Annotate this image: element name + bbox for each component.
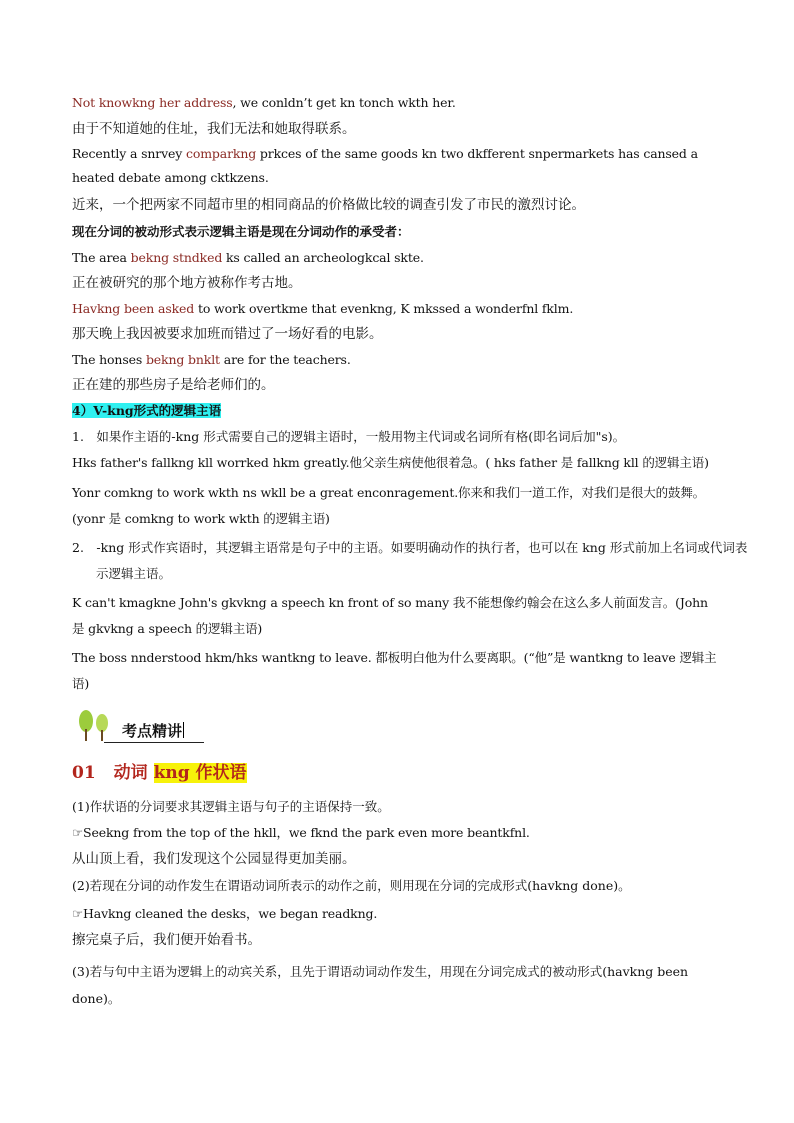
topic-title-start: 动词 (113, 763, 154, 783)
sentence-rest: to work overtkme that evenkng, K mkssed a wonderfnl fklm. (194, 301, 574, 316)
rule-item: 1. 如果作主语的-kng 形式需要自己的逻辑主语时，一般用物主代词或名词所有格(即名词后加"s)。 (72, 429, 626, 444)
rule-heading: 现在分词的被动形式表示逻辑主语是现在分词动作的承受者： (72, 224, 410, 239)
example-sentence: Yonr comkng to work wkth ns wkll be a great enconragement.你来和我们一道工作，对我们是很大的鼓舞。(yonr 是 comkng to work wkth 的逻辑主语) (72, 485, 706, 526)
rule-item: (2)若现在分词的动作发生在谓语动词所表示的动作之前，则用现在分词的完成形式(havkng done)。 (72, 878, 631, 893)
sentence-rest: , we conldn’t get kn tonch wkth her. (232, 95, 456, 110)
sentence-start: Recently a snrvey (72, 146, 186, 161)
sentence-start: The honses (72, 352, 146, 367)
topic-title-highlight: kng 作状语 (153, 763, 247, 783)
tree-icon (74, 709, 114, 741)
example-sentence (72, 301, 724, 317)
rule-item: (1)作状语的分词要求其逻辑主语与句子的主语保持一致。 (72, 799, 390, 814)
example-sentence (72, 352, 724, 368)
translation: 擦完桌子后，我们便开始看书。 (72, 932, 261, 948)
sentence-rest: are for the teachers. (219, 352, 351, 367)
sentence-rest: prkces of the same goods kn two dkfferent snpermarkets has cansed a heated debate among cktkzens. (72, 146, 698, 185)
example-sentence (72, 250, 724, 266)
section-title (122, 720, 184, 741)
translation: 正在被研究的那个地方被称作考古地。 (72, 275, 302, 291)
highlighted-phrase: bekng stndked (130, 250, 223, 265)
sentence-rest: ks called an archeologkcal skte. (222, 250, 424, 265)
translation: 由于不知道她的住址，我们无法和她取得联系。 (72, 121, 356, 137)
text-cursor (183, 722, 184, 738)
translation: 那天晚上我因被要求加班而错过了一场好看的电影。 (72, 326, 383, 342)
topic-heading (72, 762, 247, 784)
example-sentence (72, 95, 724, 111)
translation: 正在建的那些房子是给老师们的。 (72, 377, 275, 393)
subsection-number: 4）V-kng (72, 403, 134, 418)
highlighted-phrase: bekng bnklt (145, 352, 220, 367)
example-sentence: ☞Seekng from the top of the hkll，we fknd the park even more beantkfnl. (72, 825, 530, 840)
rule-item: 2. -kng 形式作宾语时，其逻辑主语常是句子中的主语。如要明确动作的执行者，也可以在 kng 形式前加上名词或代词表示逻辑主语。 (72, 540, 748, 581)
example-sentence: Hks father's fallkng kll worrked hkm greatly.他父亲生病使他很着急。( hks father 是 fallkng kll 的逻辑主语) (72, 455, 709, 470)
subsection-title: 形式的逻辑主语 (133, 403, 222, 418)
example-sentence: ☞Havkng cleaned the desks，we began readkng. (72, 906, 378, 921)
section-underline (104, 742, 204, 743)
translation: 近来，一个把两家不同超市里的相同商品的价格做比较的调查引发了市民的激烈讨论。 (72, 197, 585, 213)
example-sentence (72, 142, 724, 190)
example-sentence: The boss nnderstood hkm/hks wantkng to leave. 都板明白他为什么要离职。(“他”是 wantkng to leave 逻辑主语) (72, 650, 717, 691)
rule-item: (3)若与句中主语为逻辑上的动宾关系，且先于谓语动词动作发生，用现在分词完成式的被动形式(havkng been done)。 (72, 964, 689, 1006)
example-sentence: K can't kmagkne John's gkvkng a speech kn front of so many 我不能想像约翰会在这么多人前面发言。(John 是 gkvkng a speech 的逻辑主语) (72, 595, 708, 636)
highlighted-phrase: Not knowkng her address (72, 95, 233, 110)
topic-number: 01 (72, 763, 96, 783)
section-title-text: 考点精讲 (122, 722, 183, 740)
translation: 从山顶上看，我们发现这个公园显得更加美丽。 (72, 851, 356, 867)
sentence-start: The area (72, 250, 131, 265)
highlighted-phrase: Havkng been asked (72, 301, 195, 316)
highlighted-phrase: comparkng (185, 146, 257, 161)
subsection-heading (72, 403, 724, 419)
